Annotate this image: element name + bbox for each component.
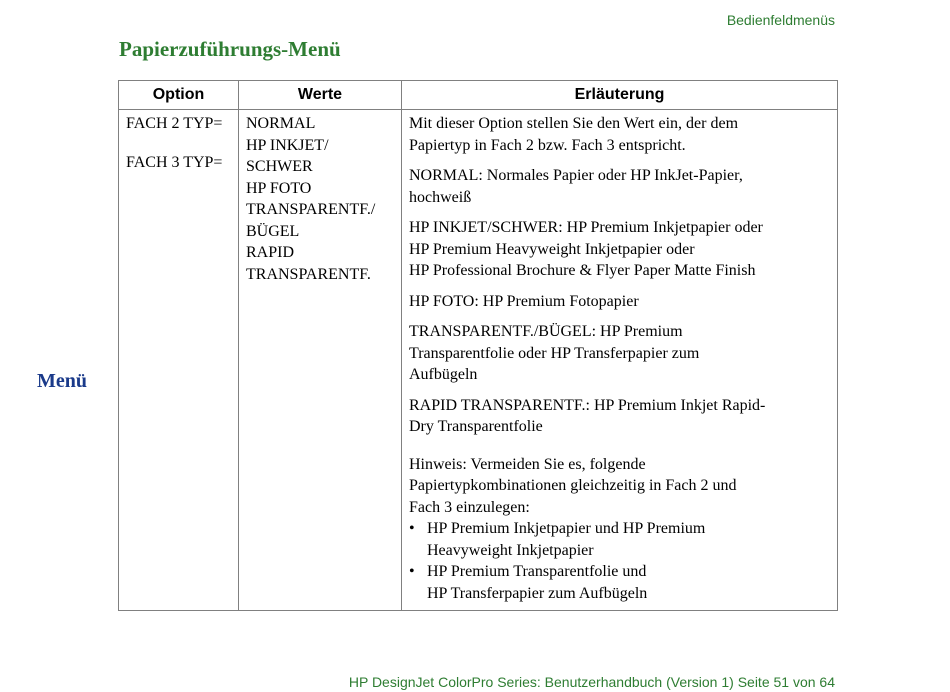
value-line: SCHWER: [246, 158, 313, 175]
explanation-transparent-buegel: [409, 321, 830, 386]
side-menu-label[interactable]: Menü: [37, 370, 87, 392]
value-line: HP FOTO: [246, 179, 312, 197]
explanation-line: Papiertyp in Fach 2 bzw. Fach 3 entspricht.: [409, 136, 686, 154]
bullet-line: HP Premium Transparentfolie und: [427, 563, 647, 580]
page-title: Papierzuführungs-Menü: [119, 37, 341, 61]
option-fach3: FACH 3 TYP=: [126, 153, 223, 171]
explanation-line: Dry Transparentfolie: [409, 418, 543, 435]
explanation-line: NORMAL: Normales Papier oder HP InkJet-Papier,: [409, 167, 743, 184]
note-line: Papiertypkombinationen gleichzeitig in Fach 2 und: [409, 477, 737, 494]
page-footer: HP DesignJet ColorPro Series: Benutzerhandbuch (Version 1) Seite 51 von 64: [348, 674, 835, 690]
value-line: HP INKJET/: [246, 136, 329, 154]
bullet-line: HP Transferpapier zum Aufbügeln: [427, 584, 648, 602]
table-row: [119, 110, 838, 611]
column-header-option: Option: [119, 81, 239, 110]
bullet-line: HP Premium Inkjetpapier und HP Premium: [427, 520, 706, 537]
explanation-line: RAPID TRANSPARENTF.: HP Premium Inkjet Rapid-: [409, 396, 766, 414]
note-bullet-list: [409, 518, 830, 604]
option-spacer: [126, 135, 231, 152]
section-header-link[interactable]: Bedienfeldmenüs: [726, 12, 835, 28]
value-line: TRANSPARENTF./: [246, 201, 376, 218]
explanation-line: HP FOTO: HP Premium Fotopapier: [409, 292, 639, 310]
explanation-line: hochweiß: [409, 188, 472, 206]
value-line: TRANSPARENTF.: [246, 265, 371, 283]
note-intro: [409, 454, 830, 519]
explanation-inkjet-schwer: [409, 217, 830, 282]
explanation-foto: [409, 291, 830, 313]
bullet-line: Heavyweight Inkjetpapier: [427, 541, 594, 559]
value-line: RAPID: [246, 244, 295, 261]
column-header-erlaeuterung: Erläuterung: [402, 81, 838, 110]
explanation-intro: [409, 113, 830, 156]
explanation-line: TRANSPARENTF./BÜGEL: HP Premium: [409, 323, 683, 340]
explanation-line: HP Professional Brochure & Flyer Paper Matte Finish: [409, 262, 756, 279]
paper-feed-options-table: [118, 80, 838, 611]
explanation-line: HP Premium Heavyweight Inkjetpapier oder: [409, 240, 695, 258]
explanation-rapid: [409, 395, 830, 438]
explanation-normal: [409, 165, 830, 208]
explanation-line: Mit dieser Option stellen Sie den Wert ein, der dem: [409, 115, 739, 132]
value-line: BÜGEL: [246, 222, 300, 240]
column-header-werte: Werte: [239, 81, 402, 110]
explanation-line: HP INKJET/SCHWER: HP Premium Inkjetpapier oder: [409, 219, 763, 236]
list-item: [409, 518, 830, 561]
note-line: Fach 3 einzulegen:: [409, 498, 530, 516]
bullet-icon: •: [409, 520, 415, 537]
note-block: [409, 454, 830, 605]
explanation-line: Transparentfolie oder HP Transferpapier zum: [409, 344, 700, 362]
note-line: Hinweis: Vermeiden Sie es, folgende: [409, 455, 646, 473]
value-line: NORMAL: [246, 115, 316, 132]
values-cell: [239, 110, 402, 611]
table-header-row: [119, 81, 838, 110]
list-item: [409, 561, 830, 604]
option-cell: [119, 110, 239, 611]
explanation-line: Aufbügeln: [409, 366, 478, 383]
bullet-icon: •: [409, 563, 415, 580]
option-fach2: FACH 2 TYP=: [126, 115, 223, 132]
explanation-cell: [402, 110, 838, 611]
